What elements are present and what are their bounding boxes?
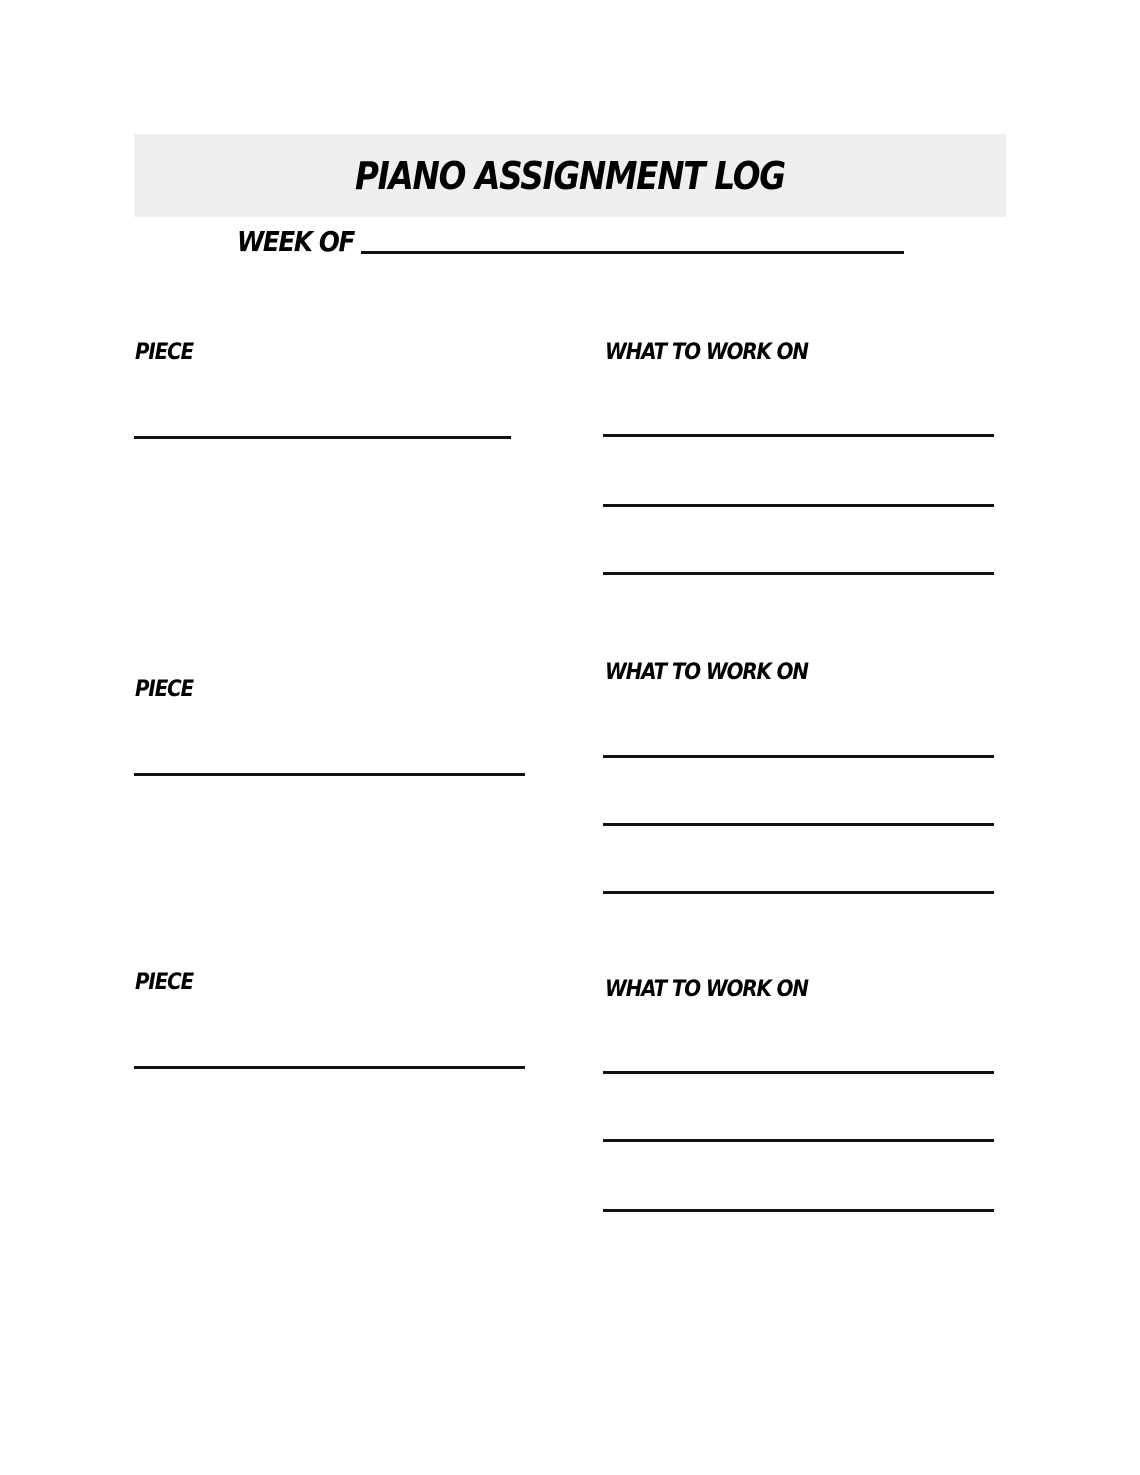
section-2-piece-label: PIECE <box>135 677 194 702</box>
section-1-work-field-3[interactable] <box>603 572 994 575</box>
week-of-field[interactable] <box>361 251 904 254</box>
section-3-piece-field[interactable] <box>134 1066 525 1069</box>
section-3-work-field-2[interactable] <box>603 1139 994 1142</box>
section-2-work-field-1[interactable] <box>603 755 994 758</box>
section-3-work-field-3[interactable] <box>603 1209 994 1212</box>
page-title: PIANO ASSIGNMENT LOG <box>355 153 785 198</box>
section-1-work-field-1[interactable] <box>603 434 994 437</box>
section-3-work-label: WHAT TO WORK ON <box>605 977 808 1002</box>
section-1-work-field-2[interactable] <box>603 504 994 507</box>
section-2-piece-field[interactable] <box>134 773 525 776</box>
section-2-work-field-3[interactable] <box>603 891 994 894</box>
section-2-work-field-2[interactable] <box>603 823 994 826</box>
title-band <box>134 134 1006 217</box>
week-of-row <box>237 218 366 258</box>
section-2-work-label: WHAT TO WORK ON <box>605 660 808 685</box>
section-1-piece-label: PIECE <box>135 340 194 365</box>
week-of-label: WEEK OF <box>237 225 355 258</box>
section-3-piece-label: PIECE <box>135 970 194 995</box>
section-1-work-label: WHAT TO WORK ON <box>605 340 808 365</box>
section-3-work-field-1[interactable] <box>603 1071 994 1074</box>
section-1-piece-field[interactable] <box>134 436 511 439</box>
